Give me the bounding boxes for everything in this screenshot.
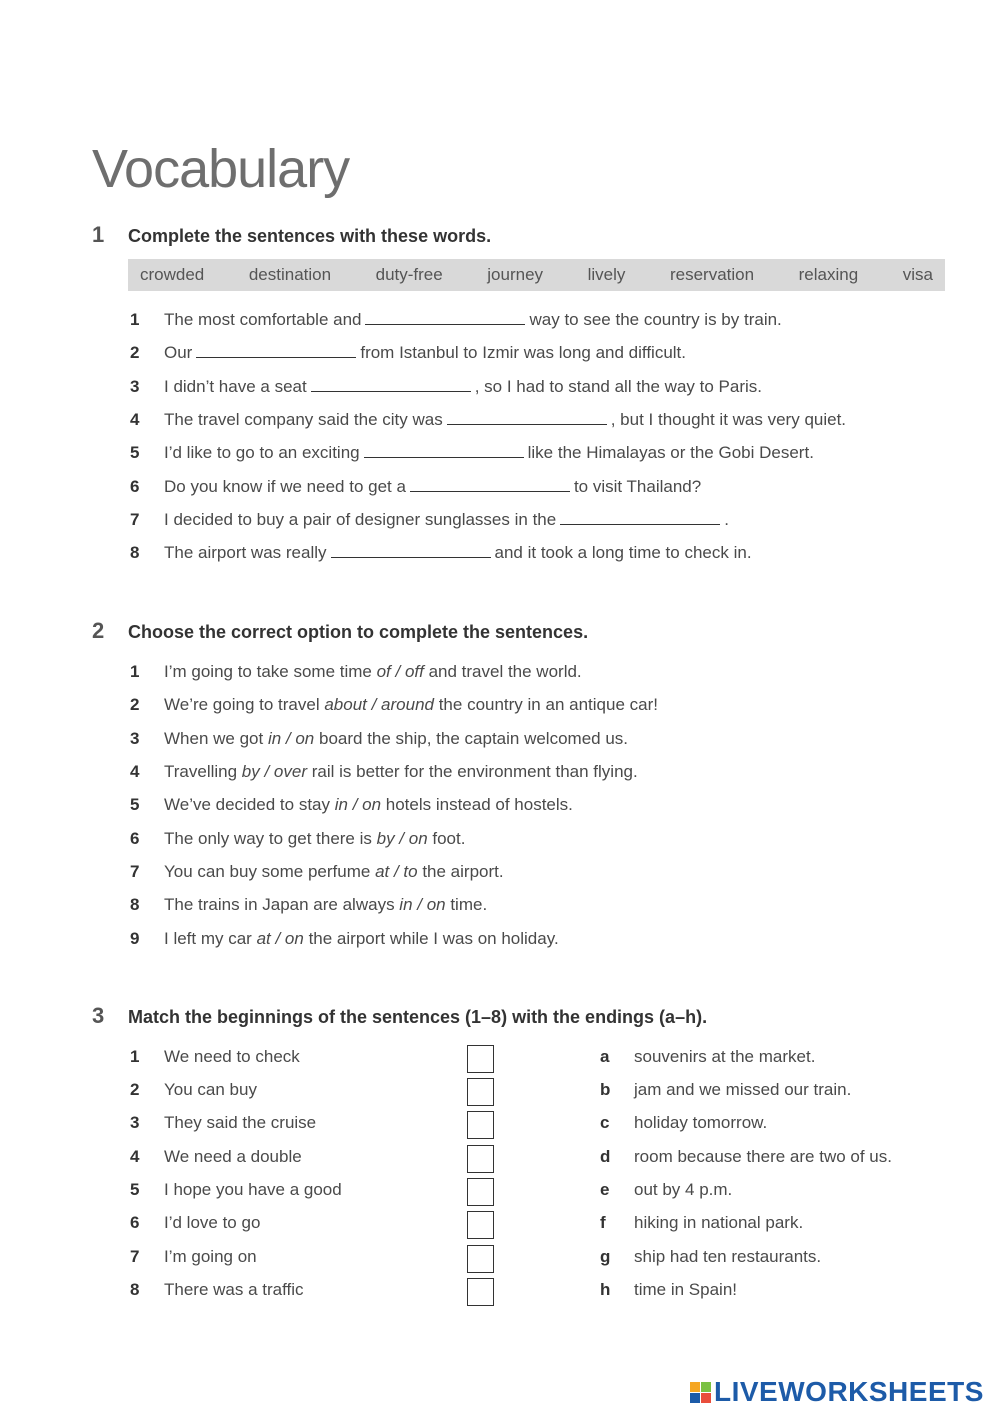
item-text: I’d like to go to an exciting bbox=[164, 443, 360, 462]
section-instruction: Match the beginnings of the sentences (1–8) with the endings (a–h). bbox=[128, 1007, 708, 1027]
item-text: I’d love to go bbox=[164, 1213, 261, 1232]
list-item bbox=[600, 1147, 892, 1167]
answer-blank[interactable] bbox=[447, 410, 607, 425]
logo-icon bbox=[690, 1382, 711, 1403]
item-number: 6 bbox=[130, 829, 140, 848]
item-text: We’re going to travel bbox=[164, 695, 325, 714]
item-text: , but I thought it was very quiet. bbox=[610, 410, 847, 429]
item-number: 8 bbox=[130, 543, 140, 562]
answer-blank[interactable] bbox=[331, 543, 491, 558]
item-number: 5 bbox=[130, 443, 140, 462]
word-bank-item: duty-free bbox=[375, 265, 443, 284]
item-text: board the ship, the captain welcomed us. bbox=[314, 729, 629, 748]
answer-blank[interactable] bbox=[311, 377, 471, 392]
answer-box[interactable] bbox=[467, 1078, 494, 1106]
list-item bbox=[130, 729, 628, 749]
item-number: 5 bbox=[130, 795, 140, 814]
list-item bbox=[600, 1247, 821, 1267]
item-text: Do you know if we need to get a bbox=[164, 477, 406, 496]
item-letter: b bbox=[600, 1080, 611, 1099]
item-text: We need a double bbox=[164, 1147, 302, 1166]
answer-blank[interactable] bbox=[365, 310, 525, 325]
item-number: 7 bbox=[130, 510, 140, 529]
item-letter: h bbox=[600, 1280, 611, 1299]
option-choice[interactable]: in / on bbox=[334, 795, 382, 814]
word-bank-item: visa bbox=[902, 265, 933, 284]
item-text: I’m going to take some time bbox=[164, 662, 377, 681]
list-item bbox=[130, 1113, 316, 1133]
item-text: and it took a long time to check in. bbox=[494, 543, 752, 562]
item-text: I didn’t have a seat bbox=[164, 377, 307, 396]
list-item bbox=[130, 477, 701, 497]
item-text: jam and we missed our train. bbox=[634, 1080, 852, 1099]
list-item bbox=[130, 343, 686, 363]
page-title: Vocabulary bbox=[92, 139, 350, 199]
answer-box[interactable] bbox=[467, 1111, 494, 1139]
word-bank-item: journey bbox=[487, 265, 544, 284]
item-text: They said the cruise bbox=[164, 1113, 317, 1132]
answer-blank[interactable] bbox=[560, 510, 720, 525]
item-text: The travel company said the city was bbox=[164, 410, 443, 429]
list-item bbox=[130, 929, 559, 949]
item-number: 2 bbox=[130, 343, 140, 362]
item-number: 6 bbox=[130, 1213, 140, 1232]
list-item bbox=[130, 829, 465, 849]
section-2-heading bbox=[92, 618, 588, 644]
item-text: holiday tomorrow. bbox=[634, 1113, 768, 1132]
item-text: and travel the world. bbox=[423, 662, 582, 681]
item-number: 4 bbox=[130, 410, 140, 429]
list-item bbox=[600, 1047, 815, 1067]
list-item bbox=[600, 1080, 851, 1100]
item-text: The airport was really bbox=[164, 543, 327, 562]
answer-blank[interactable] bbox=[196, 343, 356, 358]
list-item bbox=[600, 1280, 737, 1300]
item-letter: f bbox=[600, 1213, 606, 1232]
list-item bbox=[130, 1080, 257, 1100]
list-item bbox=[600, 1113, 767, 1133]
option-choice[interactable]: in / on bbox=[399, 895, 446, 914]
liveworksheets-logo bbox=[690, 1376, 984, 1408]
brand-name: LIVEWORKSHEETS bbox=[714, 1376, 984, 1407]
list-item bbox=[130, 862, 504, 882]
item-letter: d bbox=[600, 1147, 611, 1166]
item-text: the airport while I was on holiday. bbox=[303, 929, 559, 948]
item-text: I’m going on bbox=[164, 1247, 257, 1266]
item-number: 2 bbox=[130, 695, 140, 714]
option-choice[interactable]: about / around bbox=[324, 695, 434, 714]
word-bank-item: lively bbox=[587, 265, 626, 284]
item-text: Travelling bbox=[164, 762, 242, 781]
option-choice[interactable]: in / on bbox=[267, 729, 315, 748]
section-instruction: Choose the correct option to complete the sentences. bbox=[128, 622, 589, 642]
section-number: 1 bbox=[92, 222, 105, 247]
list-item bbox=[130, 1047, 300, 1067]
item-number: 5 bbox=[130, 1180, 140, 1199]
item-text: The only way to get there is bbox=[164, 829, 377, 848]
option-choice[interactable]: by / over bbox=[241, 762, 307, 781]
option-choice[interactable]: at / on bbox=[256, 929, 304, 948]
answer-box[interactable] bbox=[467, 1178, 494, 1206]
item-text: There was a traffic bbox=[164, 1280, 304, 1299]
item-text: rail is better for the environment than flying. bbox=[307, 762, 638, 781]
item-text: You can buy some perfume bbox=[164, 862, 376, 881]
list-item bbox=[130, 695, 658, 715]
item-number: 3 bbox=[130, 729, 140, 748]
item-number: 4 bbox=[130, 762, 140, 781]
item-text: hotels instead of hostels. bbox=[381, 795, 573, 814]
item-text: the airport. bbox=[417, 862, 504, 881]
item-text: souvenirs at the market. bbox=[634, 1047, 816, 1066]
word-bank-item: crowded bbox=[140, 265, 205, 284]
item-text: the country in an antique car! bbox=[433, 695, 658, 714]
item-number: 9 bbox=[130, 929, 140, 948]
item-number: 7 bbox=[130, 862, 140, 881]
item-text: ship had ten restaurants. bbox=[634, 1247, 822, 1266]
item-text: We need to check bbox=[164, 1047, 300, 1066]
section-instruction: Complete the sentences with these words. bbox=[128, 226, 492, 246]
list-item bbox=[600, 1213, 803, 1233]
word-bank-item: relaxing bbox=[798, 265, 859, 284]
answer-box[interactable] bbox=[467, 1245, 494, 1273]
list-item bbox=[130, 895, 487, 915]
option-choice[interactable]: at / to bbox=[375, 862, 418, 881]
item-text: out by 4 p.m. bbox=[634, 1180, 733, 1199]
option-choice[interactable]: of / off bbox=[376, 662, 424, 681]
list-item bbox=[130, 1180, 342, 1200]
list-item bbox=[130, 662, 582, 682]
item-letter: a bbox=[600, 1047, 610, 1066]
section-3-heading bbox=[92, 1003, 707, 1029]
item-number: 3 bbox=[130, 1113, 140, 1132]
option-choice[interactable]: by / on bbox=[376, 829, 428, 848]
list-item bbox=[130, 1247, 257, 1267]
list-item bbox=[130, 443, 814, 463]
item-number: 1 bbox=[130, 310, 140, 329]
item-number: 2 bbox=[130, 1080, 140, 1099]
list-item bbox=[130, 377, 762, 397]
list-item bbox=[130, 1280, 304, 1300]
item-text: to visit Thailand? bbox=[573, 477, 702, 496]
item-text: hiking in national park. bbox=[634, 1213, 804, 1232]
item-text: When we got bbox=[164, 729, 268, 748]
word-bank bbox=[128, 259, 945, 291]
item-letter: e bbox=[600, 1180, 610, 1199]
item-text: like the Himalayas or the Gobi Desert. bbox=[527, 443, 814, 462]
item-number: 1 bbox=[130, 1047, 140, 1066]
item-text: The trains in Japan are always bbox=[164, 895, 400, 914]
answer-box[interactable] bbox=[467, 1145, 494, 1173]
item-text: I hope you have a good bbox=[164, 1180, 342, 1199]
list-item bbox=[600, 1180, 732, 1200]
item-text: . bbox=[724, 510, 729, 529]
item-text: foot. bbox=[427, 829, 466, 848]
list-item bbox=[130, 410, 846, 430]
item-text: The most comfortable and bbox=[164, 310, 362, 329]
item-text: Our bbox=[164, 343, 193, 362]
answer-blank[interactable] bbox=[364, 443, 524, 458]
answer-box[interactable] bbox=[467, 1211, 494, 1239]
answer-box[interactable] bbox=[467, 1278, 494, 1306]
section-1-heading bbox=[92, 222, 491, 248]
answer-blank[interactable] bbox=[410, 477, 570, 492]
item-number: 8 bbox=[130, 895, 140, 914]
list-item bbox=[130, 762, 638, 782]
item-number: 8 bbox=[130, 1280, 140, 1299]
item-letter: g bbox=[600, 1247, 611, 1266]
item-number: 3 bbox=[130, 377, 140, 396]
item-number: 1 bbox=[130, 662, 140, 681]
list-item bbox=[130, 1147, 302, 1167]
list-item bbox=[130, 310, 782, 330]
item-text: We’ve decided to stay bbox=[164, 795, 335, 814]
item-number: 4 bbox=[130, 1147, 140, 1166]
section-number: 3 bbox=[92, 1003, 105, 1028]
list-item bbox=[130, 510, 729, 530]
word-bank-item: destination bbox=[248, 265, 332, 284]
item-text: You can buy bbox=[164, 1080, 257, 1099]
item-text: from Istanbul to Izmir was long and difficult. bbox=[360, 343, 687, 362]
item-text: , so I had to stand all the way to Paris. bbox=[474, 377, 762, 396]
answer-box[interactable] bbox=[467, 1045, 494, 1073]
item-text: time. bbox=[445, 895, 488, 914]
item-number: 6 bbox=[130, 477, 140, 496]
word-bank-item: reservation bbox=[669, 265, 755, 284]
item-letter: c bbox=[600, 1113, 610, 1132]
item-text: I decided to buy a pair of designer sunglasses in the bbox=[164, 510, 557, 529]
list-item bbox=[130, 795, 573, 815]
section-number: 2 bbox=[92, 618, 105, 643]
item-text: time in Spain! bbox=[634, 1280, 737, 1299]
list-item bbox=[130, 1213, 260, 1233]
item-text: way to see the country is by train. bbox=[529, 310, 782, 329]
item-text: I left my car bbox=[164, 929, 257, 948]
item-number: 7 bbox=[130, 1247, 140, 1266]
item-text: room because there are two of us. bbox=[634, 1147, 892, 1166]
list-item bbox=[130, 543, 752, 563]
